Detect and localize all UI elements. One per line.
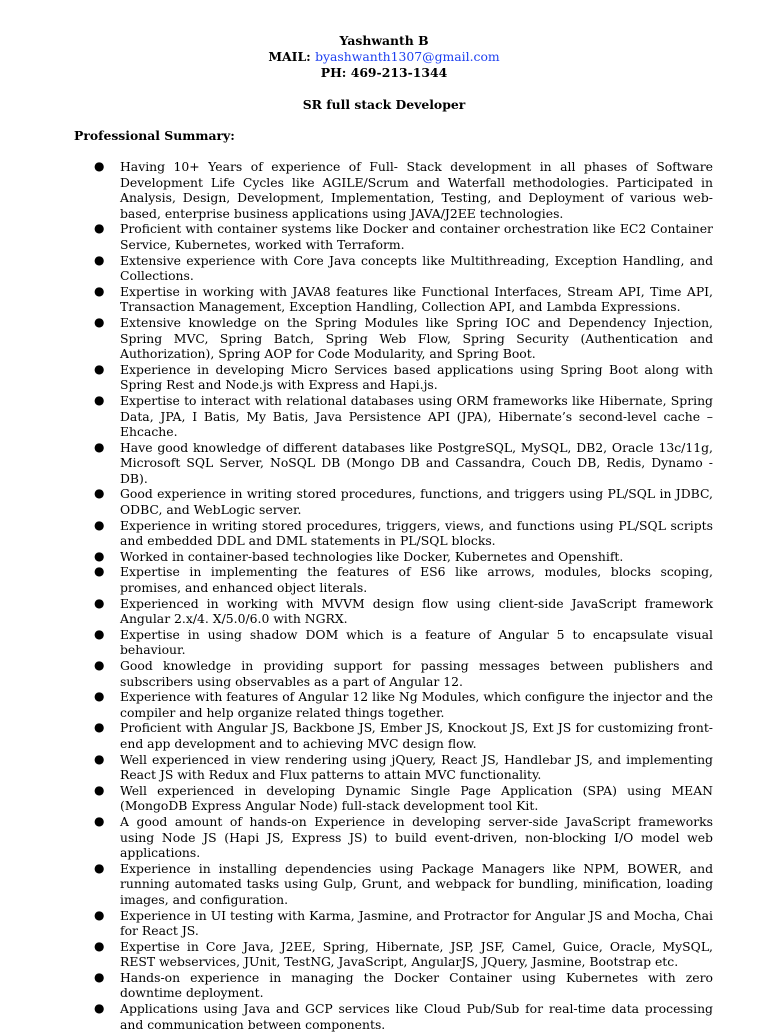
bullet-icon: ● — [94, 813, 105, 828]
summary-list-item — [94, 689, 713, 720]
bullet-icon: ● — [94, 392, 105, 407]
phone-number: PH: 469-213-1344 — [320, 65, 448, 80]
bullet-icon: ● — [94, 720, 105, 735]
summary-list-item — [94, 159, 713, 221]
bullet-icon: ● — [94, 860, 105, 875]
summary-text: Expertise in implementing the features of ES6 like arrows, modules, blocks scoping, promises, and enhanced object literals. — [120, 564, 713, 596]
summary-list-item — [94, 751, 713, 783]
section-heading-professional-summary: Professional Summary: — [74, 128, 235, 143]
summary-list-item — [94, 392, 713, 440]
summary-list-item — [94, 626, 713, 658]
summary-list-item — [94, 486, 713, 518]
summary-text: Experience in developing Micro Services based applications using Spring Boot along with Spring Rest and Node.js with Express and Hapi.js. — [120, 361, 713, 393]
summary-list-item — [94, 595, 713, 627]
bullet-icon: ● — [94, 252, 105, 267]
summary-text: Well experienced in view rendering using jQuery, React JS, Handlebar JS, and implementing React JS with Redux and Flux patterns to attain MVC functionality. — [120, 751, 713, 783]
summary-text: Proficient with Angular JS, Backbone JS, Ember JS, Knockout JS, Ext JS for customizing front-end app development and to achieving MVC design flow. — [120, 720, 713, 751]
summary-text: Expertise to interact with relational databases using ORM frameworks like Hibernate, Spring Data, JPA, I Batis, My Batis, Java Persistence API (JPA), Hibernate’s second-level cache – Ehcache. — [120, 392, 713, 440]
bullet-icon: ● — [94, 689, 105, 704]
summary-text: Applications using Java and GCP services like Cloud Pub/Sub for real-time data processing and communication between components. — [120, 1001, 713, 1032]
summary-list-item — [94, 813, 713, 861]
summary-text: Having 10+ Years of experience of Full- Stack development in all phases of Software Development Life Cycles like AGILE/Scrum and Waterfall methodologies. Participated in Analysis, Design, Development, Implementation, Testing, and Deployment of various web-based, enterprise business applications using JAVA/J2EE technologies. — [120, 159, 713, 221]
bullet-icon: ● — [94, 658, 105, 672]
resume-header — [0, 33, 768, 81]
bullet-icon: ● — [94, 159, 105, 173]
bullet-icon: ● — [94, 517, 105, 532]
bullet-icon: ● — [94, 439, 105, 454]
bullet-icon: ● — [94, 907, 105, 922]
job-title: SR full stack Developer — [302, 97, 466, 112]
summary-text: Experienced in working with MVVM design flow using client-side JavaScript framework Angular 2.x/4. X/5.0/6.0 with NGRX. — [120, 595, 713, 627]
summary-text: Proficient with container systems like Docker and container orchestration like EC2 Container Service, Kubernetes, worked with Terraform. — [120, 221, 713, 252]
summary-text: Extensive knowledge on the Spring Modules like Spring IOC and Dependency Injection, Spring MVC, Spring Batch, Spring Web Flow, Spring Security (Authentication and Authorization), Spring AOP for Code Modularity, and Spring Boot. — [120, 314, 713, 362]
bullet-icon: ● — [94, 938, 105, 953]
summary-text: Experience in installing dependencies using Package Managers like NPM, BOWER, and running automated tasks using Gulp, Grunt, and webpack for bundling, minification, loading images, and configuration. — [120, 860, 713, 907]
summary-text: Good knowledge in providing support for passing messages between publishers and subscribers using observables as a part of Angular 12. — [120, 658, 713, 689]
mail-label: MAIL: — [268, 49, 316, 64]
professional-summary-list — [0, 159, 768, 1032]
summary-text: Well experienced in developing Dynamic Single Page Application (SPA) using MEAN (MongoDB Express Angular Node) full-stack development tool Kit. — [120, 782, 713, 814]
summary-text: Expertise in working with JAVA8 features like Functional Interfaces, Stream API, Time API, Transaction Management, Exception Handling, Collection API, and Lambda Expressions. — [120, 283, 713, 315]
mail-line — [0, 49, 768, 65]
summary-list-item — [94, 907, 713, 939]
bullet-icon: ● — [94, 1001, 105, 1016]
bullet-icon: ● — [94, 626, 105, 641]
summary-text: Experience in writing stored procedures, triggers, views, and functions using PL/SQL scripts and embedded DDL and DML statements in PL/SQL blocks. — [120, 517, 713, 549]
summary-text: Worked in container-based technologies like Docker, Kubernetes and Openshift. — [120, 548, 624, 564]
bullet-icon: ● — [94, 595, 105, 610]
bullet-icon: ● — [94, 283, 105, 298]
email-link[interactable]: byashwanth1307@gmail.com — [315, 49, 500, 64]
summary-list-item — [94, 439, 713, 487]
bullet-icon: ● — [94, 486, 105, 501]
summary-list-item — [94, 782, 713, 814]
summary-list-item — [94, 564, 713, 596]
summary-list-item — [94, 283, 713, 315]
summary-list-item — [94, 361, 713, 393]
summary-list-item — [94, 658, 713, 689]
bullet-icon: ● — [94, 782, 105, 797]
bullet-icon: ● — [94, 314, 105, 329]
summary-text: Experience with features of Angular 12 like Ng Modules, which configure the injector and the compiler and help organize related things together. — [120, 689, 713, 720]
summary-list-item — [94, 314, 713, 362]
summary-list-item — [94, 938, 713, 970]
summary-text: A good amount of hands-on Experience in developing server-side JavaScript frameworks using Node JS (Hapi JS, Express JS) to build event-driven, non-blocking I/O model web applications. — [120, 813, 713, 861]
bullet-icon: ● — [94, 221, 105, 236]
summary-text: Hands-on experience in managing the Docker Container using Kubernetes with zero downtime deployment. — [120, 969, 713, 1001]
summary-text: Expertise in using shadow DOM which is a feature of Angular 5 to encapsulate visual behaviour. — [120, 626, 713, 658]
summary-list-item — [94, 969, 713, 1001]
bullet-icon: ● — [94, 751, 105, 766]
summary-list-item — [94, 720, 713, 751]
summary-text: Good experience in writing stored procedures, functions, and triggers using PL/SQL in JDBC, ODBC, and WebLogic server. — [120, 486, 713, 518]
bullet-icon: ● — [94, 969, 105, 984]
summary-text: Have good knowledge of different databases like PostgreSQL, MySQL, DB2, Oracle 13c/11g, Microsoft SQL Server, NoSQL DB (Mongo DB and Cassandra, Couch DB, Redis, Dynamo -DB). — [120, 439, 713, 486]
summary-text: Expertise in Core Java, J2EE, Spring, Hibernate, JSP, JSF, Camel, Guice, Oracle, MySQL, REST webservices, JUnit, TestNG, JavaScript, AngularJS, JQuery, Jasmine, Bootstrap etc. — [120, 938, 713, 970]
summary-list-item — [94, 548, 713, 565]
summary-text: Extensive experience with Core Java concepts like Multithreading, Exception Handling, and Collections. — [120, 252, 713, 284]
summary-list-item — [94, 252, 713, 284]
summary-list-item — [94, 860, 713, 908]
bullet-icon: ● — [94, 564, 105, 579]
summary-text: Experience in UI testing with Karma, Jasmine, and Protractor for Angular JS and Mocha, Chai for React JS. — [120, 907, 713, 939]
bullet-icon: ● — [94, 548, 105, 563]
summary-list-item — [94, 1001, 713, 1032]
summary-list-item — [94, 221, 713, 252]
summary-list-item — [94, 517, 713, 549]
candidate-name: Yashwanth B — [339, 33, 429, 48]
bullet-icon: ● — [94, 361, 105, 376]
